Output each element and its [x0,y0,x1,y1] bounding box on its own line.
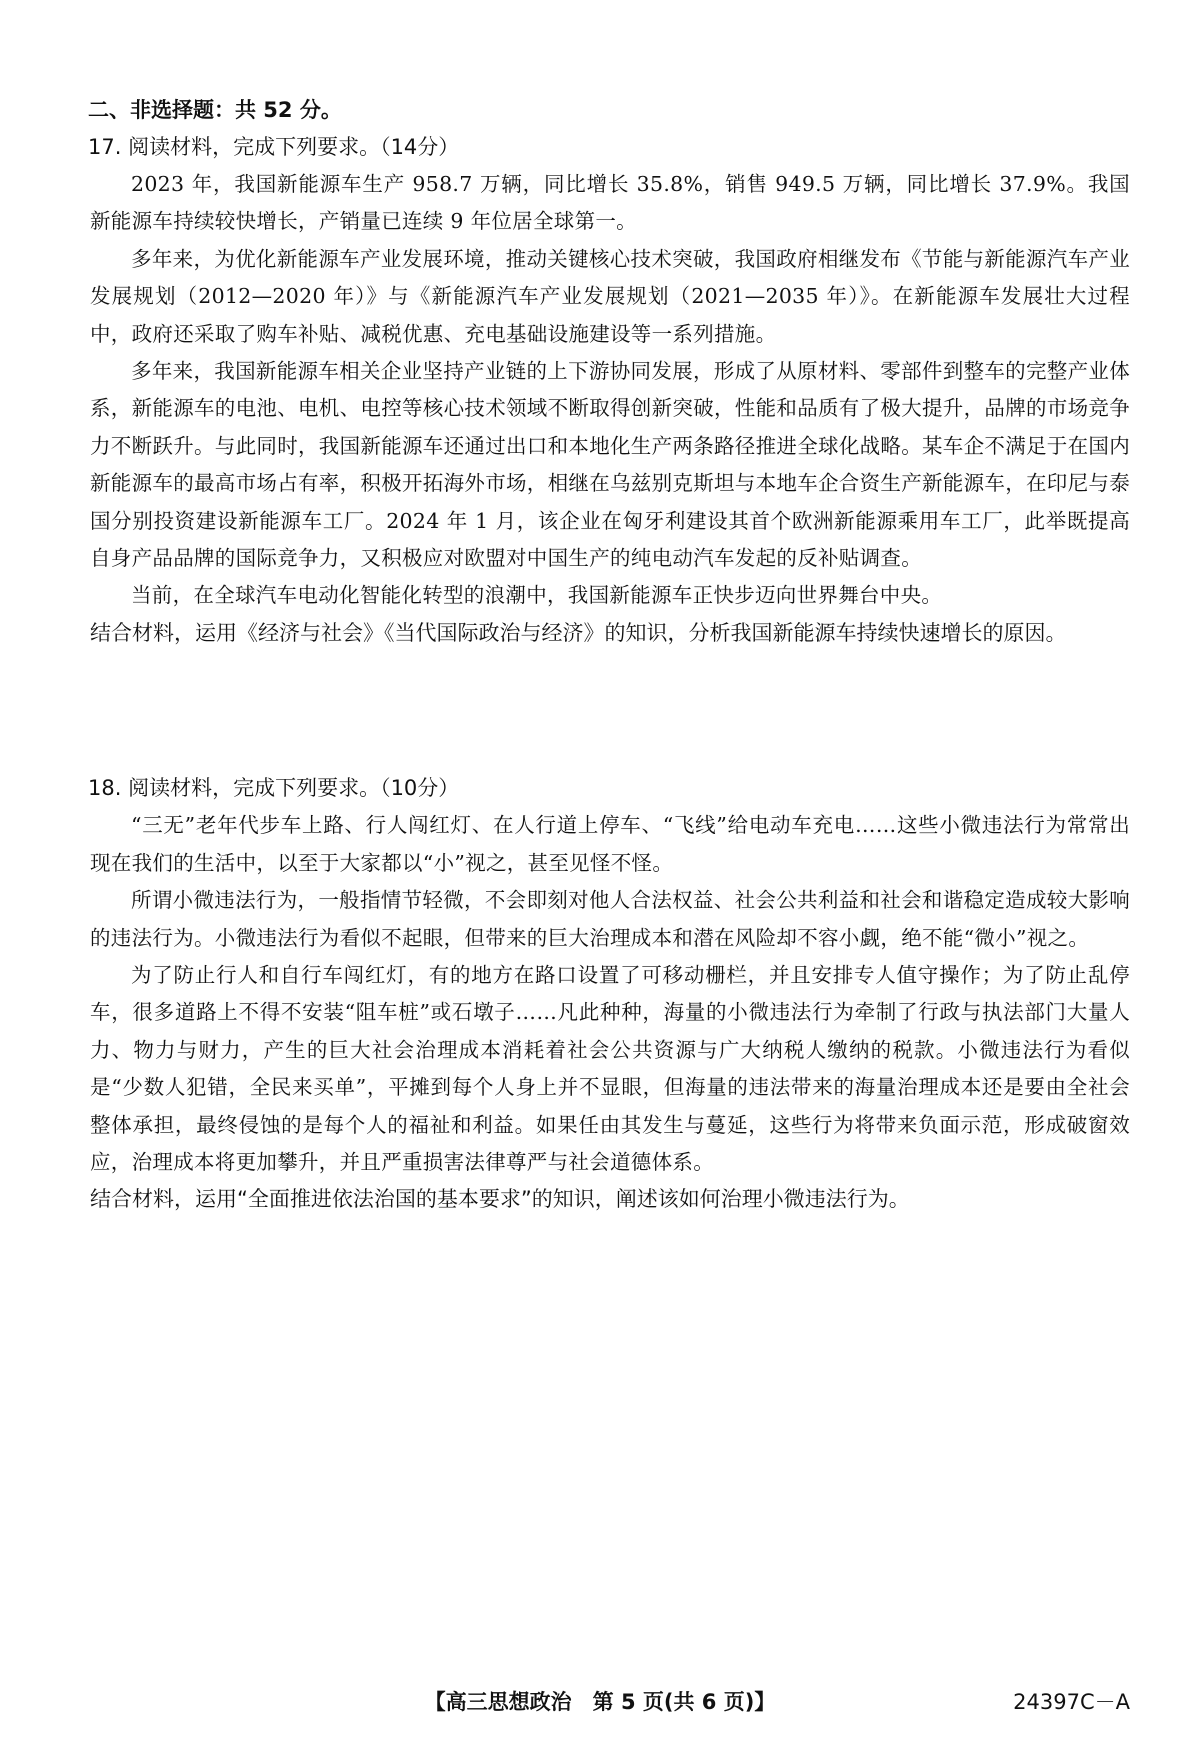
question-18-paragraph-2: 所谓小微违法行为，一般指情节轻微，不会即刻对他人合法权益、社会公共利益和社会和谐稳定造成较大影响的违法行为。小微违法行为看似不起眼，但带来的巨大治理成本和潜在风险却不容小觑，绝不能“微小”视之。 [90,888,1130,950]
section-title: 二、非选择题：共 52 分。 [88,98,342,122]
question-17-paragraph-2: 多年来，为优化新能源车产业发展环境，推动关键核心技术突破，我国政府相继发布《节能与新能源汽车产业发展规划（2012—2020 年）》与《新能源汽车产业发展规划（2021—2035 年）》。在新能源车发展壮大过程中，政府还采取了购车补贴、减税优惠、充电基础设施建设等一系列措施。 [90,246,1130,346]
question-18 [90,770,1130,1218]
footer-exam-code: 24397C－A [1013,1690,1130,1714]
question-18-paragraph-3: 为了防止行人和自行车闯红灯，有的地方在路口设置了可移动栅栏，并且安排专人值守操作；为了防止乱停车，很多道路上不得不安装“阻车桩”或石墩子……凡此种种，海量的小微违法行为牵制了行政与执法部门大量人力、物力与财力，产生的巨大社会治理成本消耗着社会公共资源与广大纳税人缴纳的税款。小微违法行为看似是“少数人犯错，全民来买单”，平摊到每个人身上并不显眼，但海量的违法带来的海量治理成本还是要由全社会整体承担，最终侵蚀的是每个人的福祉和利益。如果任由其发生与蔓延，这些行为将带来负面示范，形成破窗效应，治理成本将更加攀升，并且严重损害法律尊严与社会道德体系。 [90,962,1130,1174]
question-17-paragraph-3: 多年来，我国新能源车相关企业坚持产业链的上下游协同发展，形成了从原材料、零部件到整车的完整产业体系，新能源车的电池、电机、电控等核心技术领域不断取得创新突破，性能和品质有了极大提升，品牌的市场竞争力不断跃升。与此同时，我国新能源车还通过出口和本地化生产两条路径推进全球化战略。某车企不满足于在国内新能源车的最高市场占有率，积极开拓海外市场，相继在乌兹别克斯坦与本地车企合资生产新能源车，在印尼与泰国分别投资建设新能源车工厂。2024 年 1 月，该企业在匈牙利建设其首个欧洲新能源乘用车工厂，此举既提高自身产品品牌的国际竞争力，又积极应对欧盟对中国生产的纯电动汽车发起的反补贴调查。 [90,359,1130,571]
question-18-paragraph-1: “三无”老年代步车上路、行人闯红灯、在人行道上停车、“飞线”给电动车充电……这些小微违法行为常常出现在我们的生活中，以至于大家都以“小”视之，甚至见怪不怪。 [90,813,1130,875]
question-18-prompt: 结合材料，运用“全面推进依法治国的基本要求”的知识，阐述该如何治理小微违法行为。 [90,1187,910,1212]
question-17-title: 17. 阅读材料，完成下列要求。（14分） [88,135,460,159]
question-17 [90,129,1130,652]
footer-page-label: 【高三思想政治 第 5 页(共 6 页)】 [424,1690,776,1714]
question-18-title: 18. 阅读材料，完成下列要求。（10分） [88,776,460,801]
page-content [90,92,1130,1219]
question-17-paragraph-4: 当前，在全球汽车电动化智能化转型的浪潮中，我国新能源车正快步迈向世界舞台中央。 [131,583,943,608]
page-footer [0,1682,1200,1722]
question-17-prompt: 结合材料，运用《经济与社会》《当代国际政治与经济》的知识，分析我国新能源车持续快速增长的原因。 [90,620,1067,645]
question-17-paragraph-1: 2023 年，我国新能源车生产 958.7 万辆，同比增长 35.8%，销售 949.5 万辆，同比增长 37.9%。我国新能源车持续较快增长，产销量已连续 9 年位居全球第一。 [90,172,1130,234]
